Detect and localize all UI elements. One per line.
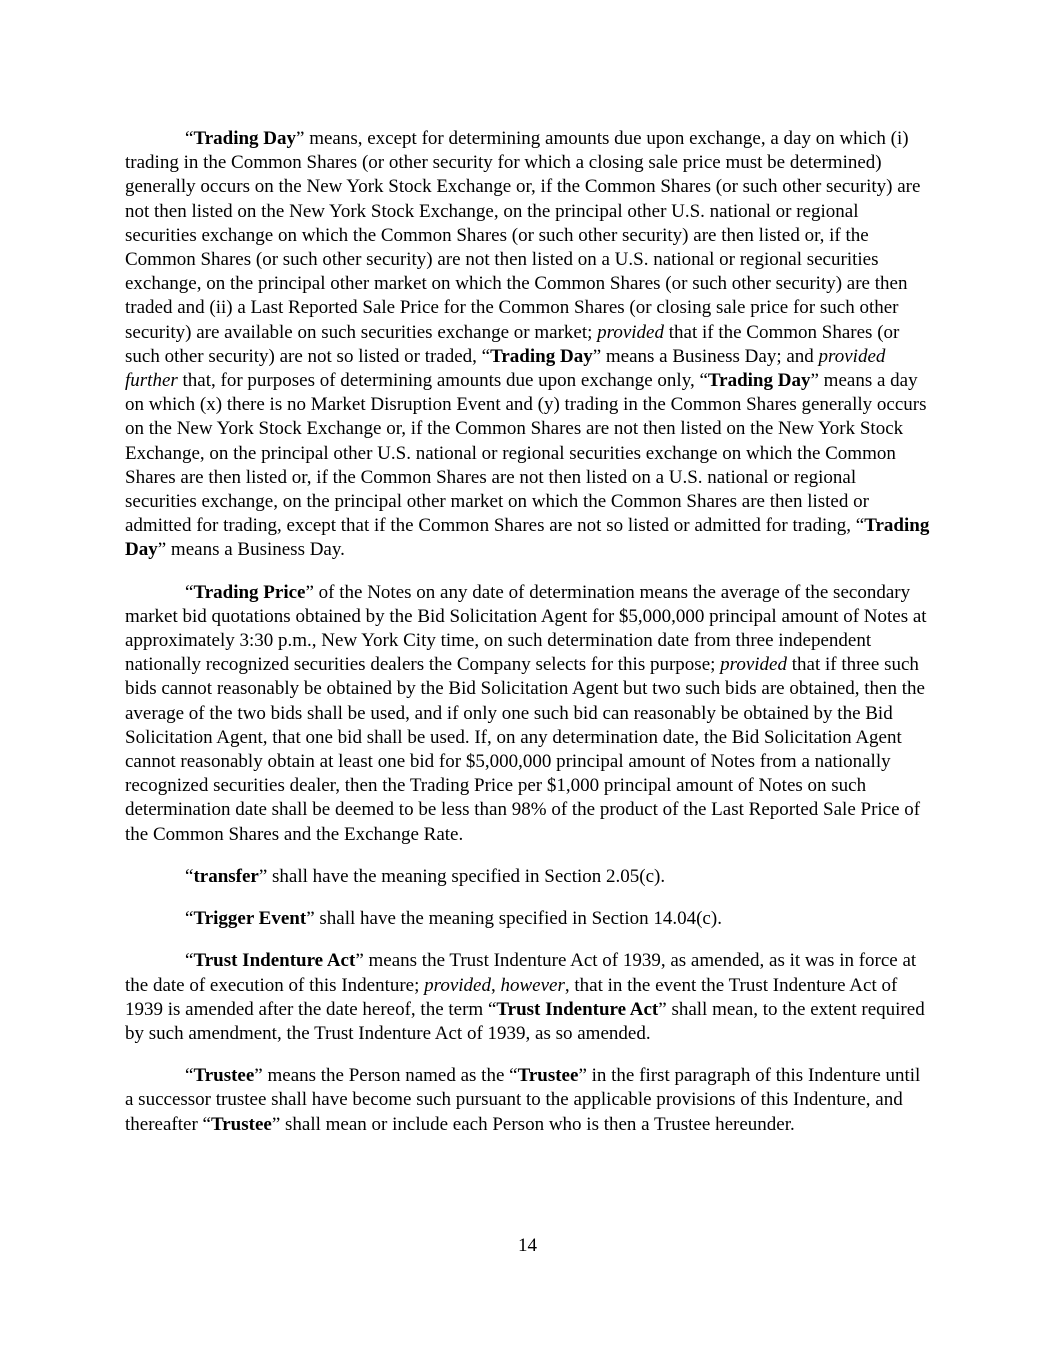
text-run: Trustee [517,1065,579,1087]
text-run: , that in the event the Trust Indenture Act of 1939 is amended after the date hereof, the term “ [125,974,898,1020]
text-run: Trustee [193,1065,255,1087]
text-run: provided further [125,345,886,392]
text-run: “ [185,865,194,887]
text-run: Trading Price [193,581,306,603]
definition-paragraph-trading-day [125,127,931,563]
text-run: Trading Day [490,345,593,367]
text-run: ” shall have the meaning specified in Section 14.04(c). [306,908,722,930]
definition-paragraph-trading-price [125,581,931,847]
text-run: Trust Indenture Act [496,998,659,1020]
text-run: that if three such bids cannot reasonably be obtained by the Bid Solicitation Agent but two such bids are obtained, then the average of the two bids shall be used, and if only one such bid can reasonably be obtained by the Bid Solicitation Agent, that one bid shall be used. If, on any determination date, the Bid Solicitation Agent cannot reasonably obtain at least one bid for $5,000,000 principal amount of Notes from a nationally recognized securities dealer, then the Trading Price per $1,000 principal amount of Notes on such determination date shall be deemed to be less than 98% of the product of the Last Reported Sale Price of the Common Shares and the Exchange Rate. [125,654,925,845]
text-run: Trustee [210,1113,272,1135]
text-run: “ [185,128,194,149]
text-run: ” shall mean, to the extent required by such amendment, the Trust Indenture Act of 1939, as so amended. [125,998,925,1044]
text-run: that, for purposes of determining amounts due upon exchange only, “ [177,370,708,392]
text-run: however [500,974,565,996]
text-run: ” means, except for determining amounts due upon exchange, a day on which (i) trading in the Common Shares (or other security for which a closing sale price must be determined) generally occurs on the New York Stock Exchange or, if the Common Shares (or such other security) are not then listed on the New York Stock Exchange, on the principal other U.S. national or regional securities exchange on which the Common Shares (or such other security) are then listed or, if the Common Shares (or such other security) are not then listed on a U.S. national or regional securities exchange, on the principal other market on which the Common Shares (or such other security) are then traded and (ii) a Last Reported Sale Price for the Common Shares (or closing sale price for such other security) are available on such securities exchange or market; [125,128,921,343]
text-run: “ [185,950,194,972]
text-run: ” means the Trust Indenture Act of 1939, as amended, as it was in force at the date of execution of this Indenture; [125,950,917,996]
definition-paragraph-transfer [125,865,931,889]
text-run: “ [185,908,194,930]
text-run: ” means the Person named as the “ [254,1065,518,1087]
definition-paragraph-trust-indenture-act [125,949,931,1046]
text-run: Trading Day [707,370,811,392]
text-run: Trust Indenture Act [193,950,356,972]
definition-paragraph-trustee [125,1064,931,1137]
text-run: Trading Day [125,515,930,561]
text-run: Trading Day [193,128,297,149]
text-run: ” means a Business Day; and [592,345,819,367]
definition-paragraph-trigger-event [125,907,931,931]
text-run: ” means a Business Day. [157,539,345,561]
text-run: ” shall have the meaning specified in Section 2.05(c). [258,865,666,887]
text-run: , [491,974,501,996]
text-run: ” in the first paragraph of this Indenture until a successor trustee shall have become such pursuant to the applicable provisions of this Indenture, and thereafter “ [125,1065,921,1135]
text-run: transfer [193,865,259,887]
text-run: provided [597,321,664,343]
text-run: ” shall mean or include each Person who is then a Trustee hereunder. [271,1113,795,1135]
text-run: ” of the Notes on any date of determination means the average of the secondary market bid quotations obtained by the Bid Solicitation Agent for $5,000,000 principal amount of Notes at approximately 3:30 p.m., New York City time, on such determination date from three independent nationally recognized securities dealers the Company selects for this purpose; [125,581,927,676]
text-run: “ [185,1065,194,1087]
text-run: Trigger Event [193,908,307,930]
text-run: “ [185,581,194,603]
text-run: provided [720,654,787,676]
document-body [125,127,931,1155]
page-number: 14 [518,1235,537,1256]
text-run: provided [424,974,491,996]
text-run: that if the Common Shares (or such other security) are not so listed or traded, “ [125,321,900,367]
text-run: ” means a day on which (x) there is no Market Disruption Event and (y) trading in the Common Shares generally occurs on the New York Stock Exchange or, if the Common Shares are not then listed on the New York Stock Exchange, on the principal other U.S. national or regional securities exchange on which the Common Shares are then listed or, if the Common Shares are not then listed on a U.S. national or regional securities exchange, on the principal other market on which the Common Shares are then listed or admitted for trading, except that if the Common Shares are not so listed or admitted for trading, “ [125,370,927,537]
